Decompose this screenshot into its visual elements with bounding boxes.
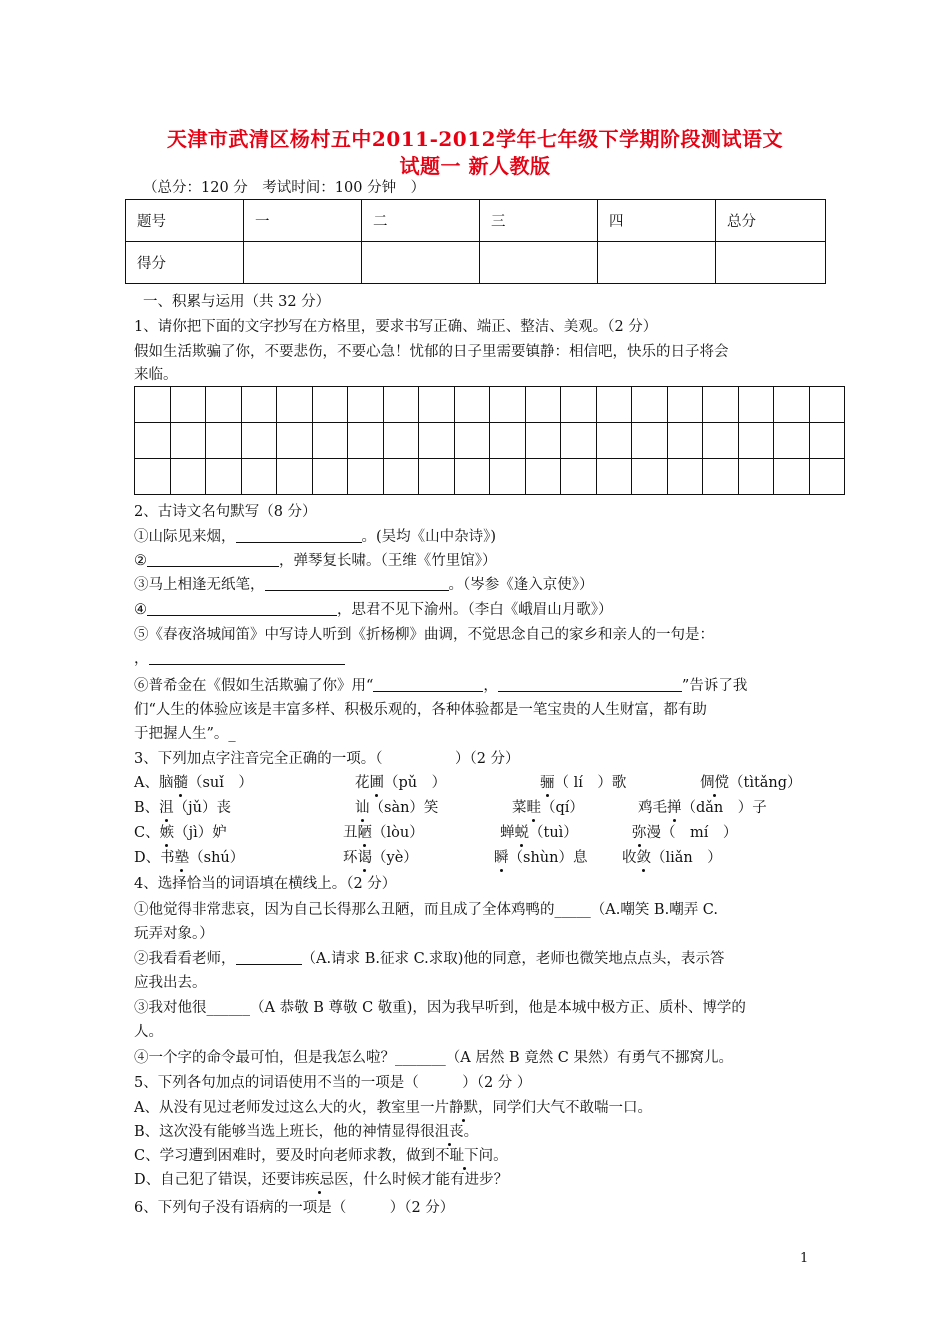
- grid-cell[interactable]: [348, 423, 384, 459]
- pinyin: （qí）: [541, 800, 584, 816]
- q3-option-c3: 蝉蜕（tuì）: [500, 825, 578, 841]
- q1-stem: 1、请你把下面的文字抄写在方格里，要求书写正确、端正、整洁、美观。（2 分）: [134, 319, 658, 335]
- grid-cell[interactable]: [561, 387, 597, 423]
- pinyin: （dǎn ）子: [681, 800, 767, 816]
- q3-option-c2: 丑陋（lòu）: [343, 825, 424, 841]
- grid-cell[interactable]: [135, 387, 171, 423]
- grid-row: [135, 459, 845, 495]
- q3-option-a3: 骊（ lí ）歌: [540, 775, 627, 791]
- grid-cell[interactable]: [348, 387, 384, 423]
- table-cell: 二: [362, 200, 480, 242]
- q4-item2: [134, 947, 724, 968]
- grid-cell[interactable]: [738, 387, 774, 423]
- grid-cell[interactable]: [277, 387, 313, 423]
- table-row: [126, 200, 826, 242]
- q6-stem: 6、下列句子没有语病的一项是（ ）（2 分）: [134, 1200, 455, 1216]
- grid-cell[interactable]: [419, 459, 455, 495]
- q2-stem: 2、古诗文名句默写（8 分）: [134, 504, 317, 520]
- grid-cell[interactable]: [170, 459, 206, 495]
- answer-blank[interactable]: [149, 649, 345, 665]
- q2-item6-text: ⑥普希金在《假如生活欺骗了你》用“: [134, 678, 374, 694]
- table-cell: 题号: [126, 200, 244, 242]
- grid-cell[interactable]: [206, 459, 242, 495]
- q3-option-b1: B、沮（jǔ）丧: [134, 800, 231, 816]
- option-text: 。: [463, 1124, 479, 1140]
- grid-cell[interactable]: [809, 459, 845, 495]
- exam-title-line2: 试题一 新人教版: [399, 154, 551, 178]
- q4-item3-line1: ③我对他很______（A 恭敬 B 尊敬 C 敬重)，因为我早听到，他是本城中极方正、质朴、博学的: [134, 1000, 746, 1016]
- q4-item2-options: （A.请求 B.征求 C.求取)他的同意，老师也微笑地点点头，表示答: [301, 951, 725, 967]
- q2-item1: [134, 525, 496, 546]
- grid-cell[interactable]: [596, 459, 632, 495]
- pinyin: （tuì）: [529, 825, 578, 841]
- q3-option-d1: D、书塾（shú）: [134, 850, 245, 866]
- grid-cell[interactable]: [525, 459, 561, 495]
- grid-cell[interactable]: [170, 387, 206, 423]
- q2-item1-source: 。(吴均《山中杂诗》): [361, 529, 497, 545]
- q1-text-line1: 假如生活欺骗了你，不要悲伤，不要心急！忧郁的日子里需要镇静：相信吧，快乐的日子将会: [134, 344, 729, 360]
- pinyin: （sàn）笑: [369, 800, 439, 816]
- score-input-cell: [480, 242, 598, 284]
- grid-cell[interactable]: [135, 423, 171, 459]
- grid-cell[interactable]: [170, 423, 206, 459]
- pinyin: （suǐ ）: [187, 775, 253, 791]
- grid-cell[interactable]: [561, 423, 597, 459]
- grid-cell[interactable]: [277, 423, 313, 459]
- answer-blank[interactable]: [236, 527, 362, 543]
- q3-option-d4: 收敛（liǎn ）: [622, 850, 722, 866]
- pinyin: （tìtǎng）: [729, 775, 802, 791]
- option-text: ，什么时候才能有进步？: [348, 1172, 509, 1188]
- grid-cell[interactable]: [419, 387, 455, 423]
- grid-cell[interactable]: [774, 423, 810, 459]
- pinyin: （pǔ ）: [384, 775, 447, 791]
- grid-cell[interactable]: [490, 423, 526, 459]
- grid-cell[interactable]: [525, 387, 561, 423]
- dotted-term: 静默: [448, 1100, 478, 1116]
- q3-option-a4: 倜傥（tìtǎng）: [700, 775, 802, 791]
- q4-item2-text: ②我看看老师，: [134, 951, 236, 967]
- grid-cell[interactable]: [348, 459, 384, 495]
- exam-title-line1: 天津市武清区杨村五中2011-2012学年七年级下学期阶段测试语文: [166, 127, 784, 151]
- grid-cell[interactable]: [632, 459, 668, 495]
- section-heading: 一、积累与运用（共 32 分）: [143, 294, 331, 310]
- q2-item3-source: 。（岑参《逢入京使》）: [448, 577, 594, 593]
- option-text: D、自己犯了错误，还要: [134, 1172, 291, 1188]
- q3-option-b4: 鸡毛掸（dǎn ）子: [638, 800, 767, 816]
- table-cell: 得分: [126, 242, 244, 284]
- q3-option-d3: 瞬（shùn）息: [494, 850, 588, 866]
- option-text: 。: [493, 1148, 508, 1164]
- grid-cell[interactable]: [738, 459, 774, 495]
- pinyin: （liǎn ）: [651, 850, 722, 866]
- grid-cell[interactable]: [419, 423, 455, 459]
- writing-grid: [134, 386, 845, 495]
- q4-item1-line1: ①他觉得非常悲哀，因为自己长得那么丑陋，而且成了全体鸡鸭的_____（A.嘲笑 B.嘲弄 C.: [134, 902, 718, 918]
- q4-stem: 4、选择恰当的词语填在横线上。（2 分）: [134, 876, 397, 892]
- grid-cell[interactable]: [454, 387, 490, 423]
- grid-cell[interactable]: [277, 459, 313, 495]
- table-cell: 四: [598, 200, 716, 242]
- answer-blank[interactable]: [498, 676, 682, 692]
- score-input-cell: [362, 242, 480, 284]
- grid-cell[interactable]: [525, 423, 561, 459]
- page-number: 1: [800, 1251, 809, 1266]
- answer-blank[interactable]: [147, 600, 337, 616]
- q2-item1-text: ①山际见来烟，: [134, 529, 236, 545]
- score-input-cell: [716, 242, 826, 284]
- grid-cell[interactable]: [312, 459, 348, 495]
- q3-option-c1: C、嫉（jì）妒: [134, 825, 227, 841]
- grid-cell[interactable]: [738, 423, 774, 459]
- grid-cell[interactable]: [774, 387, 810, 423]
- q5-option-a: [134, 1096, 652, 1117]
- answer-blank[interactable]: [265, 575, 449, 591]
- q3-option-b2: 讪（sàn）笑: [355, 800, 439, 816]
- grid-cell[interactable]: [241, 387, 277, 423]
- score-input-cell: [598, 242, 716, 284]
- q2-item6: [134, 674, 747, 695]
- q5-option-d: [134, 1168, 508, 1189]
- answer-blank[interactable]: [373, 676, 483, 692]
- q1-text-line2: 来临。: [134, 367, 178, 383]
- q5-stem: 5、下列各句加点的词语使用不当的一项是（ ）（2 分 ）: [134, 1075, 532, 1091]
- exam-meta: （总分：120 分 考试时间：100 分钟 ）: [143, 180, 426, 196]
- q3-option-a2: 花圃（pǔ ）: [355, 775, 447, 791]
- grid-cell[interactable]: [241, 423, 277, 459]
- pinyin: （shú）: [189, 850, 245, 866]
- q2-item5-answer: [134, 647, 345, 668]
- pinyin: （ mí ）: [661, 825, 738, 841]
- grid-row: [135, 387, 845, 423]
- q2-item2-text: ，弹琴复长啸。（王维《竹里馆》）: [279, 553, 497, 569]
- pinyin: （shùn）息: [508, 850, 588, 866]
- dotted-term: 不耻下问: [435, 1148, 494, 1164]
- grid-cell[interactable]: [703, 423, 739, 459]
- q2-item4: [134, 598, 613, 619]
- q3-option-a1: A、脑髓（suǐ ）: [134, 775, 253, 791]
- pinyin: （jǔ）丧: [173, 800, 231, 816]
- grid-cell[interactable]: [490, 387, 526, 423]
- table-cell: 三: [480, 200, 598, 242]
- grid-cell[interactable]: [241, 459, 277, 495]
- grid-cell[interactable]: [312, 387, 348, 423]
- q2-item6-line3: 于把握人生”。_: [134, 726, 236, 742]
- q2-item6-comma: ，: [483, 678, 498, 694]
- grid-cell[interactable]: [774, 459, 810, 495]
- grid-cell[interactable]: [454, 423, 490, 459]
- q4-item1-line2: 玩弄对象。）: [134, 926, 214, 942]
- grid-cell[interactable]: [206, 387, 242, 423]
- pinyin: （ lí ）歌: [554, 775, 627, 791]
- pinyin: （yè）: [372, 850, 418, 866]
- grid-cell[interactable]: [632, 387, 668, 423]
- table-cell: 总分: [716, 200, 826, 242]
- grid-cell[interactable]: [596, 387, 632, 423]
- q5-option-b: [134, 1120, 478, 1141]
- q2-item5-comma: ，: [134, 651, 149, 667]
- q3-option-b3: 菜畦（qí）: [512, 800, 584, 816]
- q3-option-c4: 弥漫（ mí ）: [632, 825, 738, 841]
- q2-item5: ⑤《春夜洛城闻笛》中写诗人听到《折杨柳》曲调，不觉思念自己的家乡和亲人的一句是：: [134, 627, 714, 643]
- q3-stem: 3、下列加点字注音完全正确的一项。（ ）（2 分）: [134, 751, 520, 767]
- dotted-term: 讳疾忌医: [290, 1172, 349, 1188]
- grid-cell[interactable]: [206, 423, 242, 459]
- grid-cell[interactable]: [632, 423, 668, 459]
- option-text: C、学习遭到困难时，要及时向老师求教，做到: [134, 1148, 436, 1164]
- grid-cell[interactable]: [383, 387, 419, 423]
- grid-cell[interactable]: [667, 423, 703, 459]
- q4-item2-line2: 应我出去。: [134, 975, 207, 991]
- pinyin: （lòu）: [372, 825, 424, 841]
- q2-item3-text: ③马上相逢无纸笔，: [134, 577, 265, 593]
- grid-cell[interactable]: [383, 423, 419, 459]
- grid-cell[interactable]: [596, 423, 632, 459]
- grid-cell[interactable]: [809, 423, 845, 459]
- grid-cell[interactable]: [667, 459, 703, 495]
- answer-blank[interactable]: [147, 551, 279, 567]
- q4-item4: ④一个字的命令最可怕，但是我怎么啦？_______（A 居然 B 竟然 C 果然）有勇气不挪窝儿。: [134, 1050, 734, 1066]
- q2-item6-text2: ”告诉了我: [681, 678, 748, 694]
- grid-cell[interactable]: [454, 459, 490, 495]
- dotted-term: 沮丧: [434, 1124, 464, 1140]
- table-row: [126, 242, 826, 284]
- answer-blank[interactable]: [236, 949, 302, 965]
- q2-item4-num: ④: [134, 602, 147, 618]
- grid-cell[interactable]: [383, 459, 419, 495]
- grid-cell[interactable]: [809, 387, 845, 423]
- pinyin: （jì）妒: [174, 825, 227, 841]
- grid-row: [135, 423, 845, 459]
- q4-item3-line2: 人。: [134, 1024, 163, 1040]
- q2-item4-text: ，思君不见下渝州。（李白《峨眉山月歌》）: [337, 602, 613, 618]
- q2-item2: [134, 549, 497, 570]
- table-cell: 一: [244, 200, 362, 242]
- score-input-cell: [244, 242, 362, 284]
- option-text: ，同学们大气不敢喘一口。: [477, 1100, 652, 1116]
- q2-item2-num: ②: [134, 553, 147, 569]
- q3-option-d2: 环谒（yè）: [343, 850, 418, 866]
- option-text: B、这次没有能够当选上班长，他的神情显得很: [134, 1124, 435, 1140]
- q5-option-c: [134, 1144, 508, 1165]
- score-table: [125, 199, 826, 284]
- grid-cell[interactable]: [667, 387, 703, 423]
- grid-cell[interactable]: [312, 423, 348, 459]
- q2-item3: [134, 573, 594, 594]
- grid-cell[interactable]: [490, 459, 526, 495]
- grid-cell[interactable]: [561, 459, 597, 495]
- grid-cell[interactable]: [703, 459, 739, 495]
- grid-cell[interactable]: [135, 459, 171, 495]
- grid-cell[interactable]: [703, 387, 739, 423]
- option-text: A、从没有见过老师发过这么大的火，教室里一片: [134, 1100, 449, 1116]
- q2-item6-line2: 们“人生的体验应该是丰富多样、积极乐观的，各种体验都是一笔宝贵的人生财富，都有助: [134, 702, 707, 718]
